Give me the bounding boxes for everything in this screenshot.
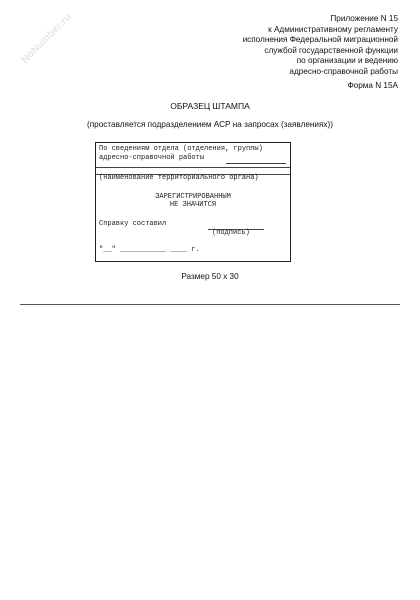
- stamp-line-address-work: адресно-справочной работы: [99, 154, 205, 162]
- size-caption: Размер 50 х 30: [181, 272, 239, 281]
- appendix-line: по организации и ведению: [296, 56, 398, 66]
- appendix-line: к Административному регламенту: [268, 24, 398, 34]
- page-divider: [20, 304, 400, 305]
- stamp-divider: [96, 167, 290, 168]
- stamp-sample: [95, 142, 291, 262]
- stamp-date-line: "__" ___________ ____ г.: [99, 246, 200, 254]
- appendix-line: службой государственной функции: [264, 45, 398, 55]
- appendix-header: [198, 14, 398, 78]
- stamp-signature-caption: (подпись): [212, 229, 250, 237]
- form-number: Форма N 15А: [347, 81, 398, 90]
- page-title: ОБРАЗЕЦ ШТАМПА: [170, 101, 250, 111]
- stamp-status-line2: НЕ ЗНАЧИТСЯ: [169, 201, 217, 209]
- stamp-compiled-by: Справку составил: [99, 220, 167, 228]
- stamp-blank-underline: [226, 163, 286, 164]
- stamp-territorial-org: (наименование территориального органа): [99, 174, 259, 182]
- appendix-line: Приложение N 15: [330, 14, 398, 23]
- stamp-line-department: По сведениям отдела (отделения, группы): [99, 145, 263, 153]
- stamp-status-line1: ЗАРЕГИСТРИРОВАННЫМ: [155, 193, 231, 201]
- appendix-line: исполнения Федеральной миграционной: [242, 35, 398, 45]
- page-subtitle: (проставляется подразделением АСР на запросах (заявлениях)): [87, 120, 333, 129]
- watermark: NoNumber.ru: [19, 11, 74, 66]
- appendix-line: адресно-справочной работы: [289, 66, 398, 76]
